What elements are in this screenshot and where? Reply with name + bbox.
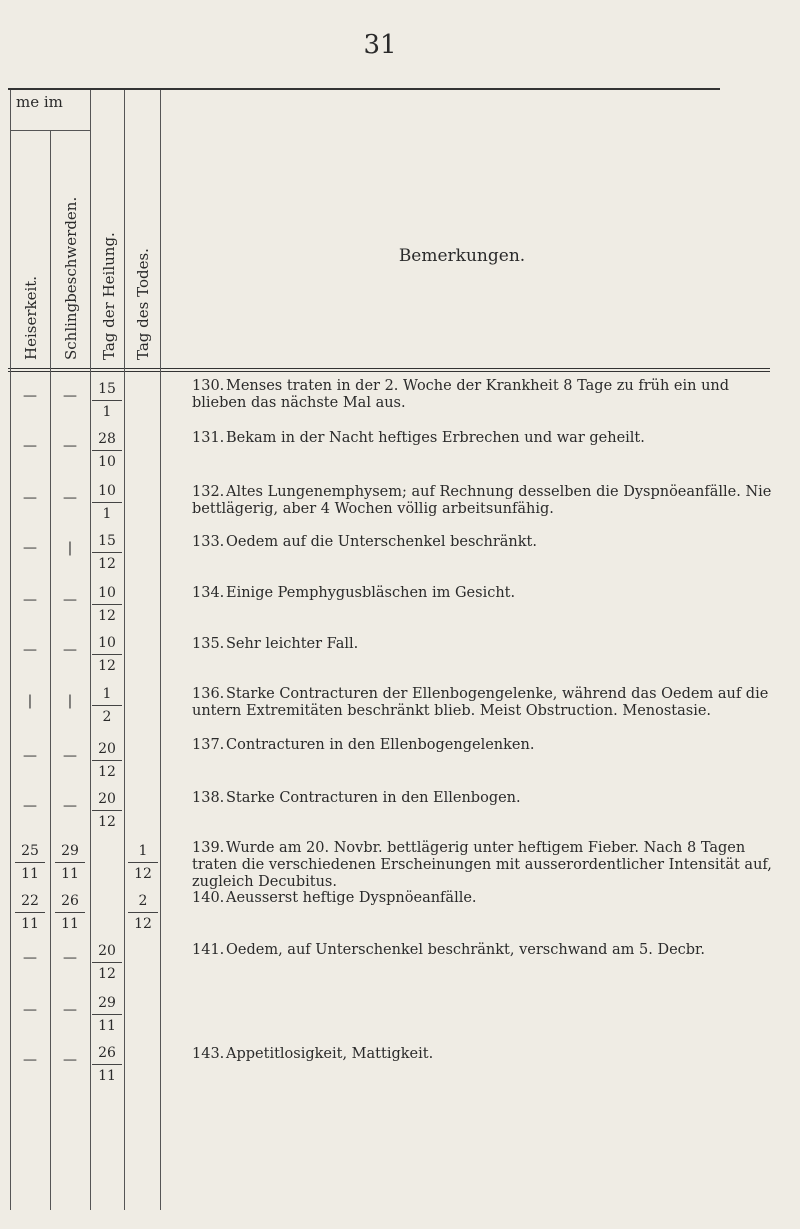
cell-heiserkeit-13: — — [23, 1052, 37, 1068]
cell-schling-6: | — [67, 693, 73, 709]
cell-heilung-11-numerator: 20 — [92, 940, 122, 963]
cell-heilung-5-numerator: 10 — [92, 632, 122, 655]
remark-7 — [192, 737, 772, 754]
cell-schling-11: — — [63, 950, 77, 966]
remark-4 — [192, 585, 772, 602]
cell-heilung-0-denominator: 1 — [102, 404, 112, 420]
cell-heilung-4-denominator: 12 — [98, 608, 116, 624]
cell-heilung-12 — [92, 992, 122, 1037]
remark-text: Aeusserst heftige Dyspnöeanfälle. — [226, 890, 477, 906]
cell-heilung-12-denominator: 11 — [98, 1018, 116, 1034]
cell-schling-10-numerator: 26 — [55, 890, 85, 913]
header-tag-todes: Tag des Todes. — [134, 248, 152, 360]
remark-number: 133. — [192, 534, 225, 550]
remark-number: 134. — [192, 585, 225, 601]
remark-text: Bekam in der Nacht heftiges Erbrechen und war geheilt. — [226, 430, 645, 446]
cell-schling-9-numerator: 29 — [55, 840, 85, 863]
cell-heilung-7-denominator: 12 — [98, 764, 116, 780]
remark-text: Wurde am 20. Novbr. bettlägerig unter heftigem Fieber. Nach 8 Tagen traten die verschiedenen Erscheinungen mit ausserordentlicher Intensität auf, zugleich Decubitus. — [192, 840, 772, 890]
cell-heilung-11 — [92, 940, 122, 985]
remark-1 — [192, 430, 772, 447]
cell-heilung-13 — [92, 1042, 122, 1087]
remark-text: Oedem auf die Unterschenkel beschränkt. — [226, 534, 537, 550]
remark-11 — [192, 942, 772, 959]
remark-8 — [192, 790, 772, 807]
cell-todes-9-denominator: 12 — [134, 866, 152, 882]
cell-heilung-0-numerator: 15 — [92, 378, 122, 401]
cell-heiserkeit-9-denominator: 11 — [21, 866, 39, 882]
cell-heilung-13-denominator: 11 — [98, 1068, 116, 1084]
cell-heiserkeit-8: — — [23, 798, 37, 814]
header-tag-heilung: Tag der Heilung. — [100, 232, 118, 360]
cell-heilung-1 — [92, 428, 122, 473]
header-double-rule — [8, 368, 770, 369]
remark-3 — [192, 534, 772, 551]
remark-6 — [192, 686, 772, 720]
col-line-2 — [90, 90, 91, 1210]
cell-schling-9 — [55, 840, 85, 885]
cell-heiserkeit-9-numerator: 25 — [15, 840, 45, 863]
cell-schling-10 — [55, 890, 85, 935]
remark-number: 130. — [192, 378, 225, 394]
remark-text: Sehr leichter Fall. — [226, 636, 359, 652]
cell-heilung-7 — [92, 738, 122, 783]
page-number: 31 — [363, 30, 397, 60]
cell-heilung-2 — [92, 480, 122, 525]
cell-heilung-6-denominator: 2 — [102, 709, 112, 725]
cell-heilung-2-denominator: 1 — [102, 506, 112, 522]
top-rule — [8, 88, 720, 90]
col-line-3 — [124, 90, 125, 1210]
remark-number: 137. — [192, 737, 225, 753]
cell-heilung-8-denominator: 12 — [98, 814, 116, 830]
cell-todes-10-numerator: 2 — [128, 890, 158, 913]
cell-heilung-0 — [92, 378, 122, 423]
cell-heilung-12-numerator: 29 — [92, 992, 122, 1015]
cell-schling-9-denominator: 11 — [61, 866, 79, 882]
cell-schling-2: — — [63, 490, 77, 506]
cell-heiserkeit-11: — — [23, 950, 37, 966]
cell-heilung-7-numerator: 20 — [92, 738, 122, 761]
remark-10 — [192, 890, 772, 907]
col-line-4 — [160, 90, 161, 1210]
cell-heilung-11-denominator: 12 — [98, 966, 116, 982]
cell-schling-0: — — [63, 388, 77, 404]
cell-heiserkeit-9 — [15, 840, 45, 885]
remark-number: 132. — [192, 484, 225, 500]
cell-heilung-4-numerator: 10 — [92, 582, 122, 605]
cell-heiserkeit-3: — — [23, 540, 37, 556]
cell-schling-4: — — [63, 592, 77, 608]
cell-heiserkeit-10-numerator: 22 — [15, 890, 45, 913]
remark-number: 143. — [192, 1046, 225, 1062]
remark-number: 138. — [192, 790, 225, 806]
cell-heiserkeit-10 — [15, 890, 45, 935]
remark-text: Appetitlosigkeit, Mattigkeit. — [226, 1046, 434, 1062]
remark-number: 139. — [192, 840, 225, 856]
remark-5 — [192, 636, 772, 653]
header-top-fragment: me im — [16, 93, 63, 111]
cell-schling-13: — — [63, 1052, 77, 1068]
remark-text: Oedem, auf Unterschenkel beschränkt, verschwand am 5. Decbr. — [226, 942, 705, 958]
cell-heiserkeit-6: | — [27, 693, 33, 709]
cell-todes-9-numerator: 1 — [128, 840, 158, 863]
cell-schling-8: — — [63, 798, 77, 814]
remark-number: 135. — [192, 636, 225, 652]
remark-2 — [192, 484, 772, 518]
remark-text: Menses traten in der 2. Woche der Krankheit 8 Tage zu früh ein und blieben das nächste Mal aus. — [192, 378, 730, 411]
remark-number: 140. — [192, 890, 225, 906]
cell-heiserkeit-0: — — [23, 388, 37, 404]
cell-heilung-5-denominator: 12 — [98, 658, 116, 674]
cell-heilung-3-denominator: 12 — [98, 556, 116, 572]
remark-text: Contracturen in den Ellenbogengelenken. — [226, 737, 535, 753]
cell-schling-12: — — [63, 1002, 77, 1018]
cell-heilung-6-numerator: 1 — [92, 683, 122, 706]
cell-heiserkeit-10-denominator: 11 — [21, 916, 39, 932]
remark-text: Einige Pemphygusbläschen im Gesicht. — [226, 585, 516, 601]
header-heiserkeit: Heiserkeit. — [22, 275, 40, 360]
cell-heiserkeit-7: — — [23, 748, 37, 764]
remark-text: Starke Contracturen in den Ellenbogen. — [226, 790, 521, 806]
remark-0 — [192, 378, 772, 412]
cell-heilung-8 — [92, 788, 122, 833]
remark-number: 141. — [192, 942, 225, 958]
cell-heiserkeit-12: — — [23, 1002, 37, 1018]
cell-heilung-4 — [92, 582, 122, 627]
header-schlingbeschwerden: Schlingbeschwerden. — [62, 196, 80, 360]
col-line-left — [10, 90, 11, 1210]
cell-schling-10-denominator: 11 — [61, 916, 79, 932]
cell-heilung-3-numerator: 15 — [92, 530, 122, 553]
cell-schling-5: — — [63, 642, 77, 658]
remark-text: Starke Contracturen der Ellenbogengelenke, während das Oedem auf die untern Extremitäten beschränkt blieb. Meist Obstruction. Menostasie. — [192, 686, 769, 719]
cell-heilung-1-numerator: 28 — [92, 428, 122, 451]
cell-schling-1: — — [63, 438, 77, 454]
remark-number: 131. — [192, 430, 225, 446]
cell-heiserkeit-2: — — [23, 490, 37, 506]
cell-heiserkeit-5: — — [23, 642, 37, 658]
cell-todes-10-denominator: 12 — [134, 916, 152, 932]
remark-number: 136. — [192, 686, 225, 702]
header-bemerkungen: Bemerkungen. — [398, 246, 526, 266]
cell-schling-3: | — [67, 540, 73, 556]
cell-heilung-5 — [92, 632, 122, 677]
cell-heilung-6 — [92, 683, 122, 728]
remark-9 — [192, 840, 772, 891]
cell-schling-7: — — [63, 748, 77, 764]
cell-heiserkeit-1: — — [23, 438, 37, 454]
header-double-rule-2 — [8, 371, 770, 372]
cell-todes-9 — [128, 840, 158, 885]
remark-text: Altes Lungenemphysem; auf Rechnung desselben die Dyspnöeanfälle. Nie bettlägerig, aber 4 Wochen völlig arbeitsunfähig. — [192, 484, 772, 517]
remark-13 — [192, 1046, 772, 1063]
cell-heiserkeit-4: — — [23, 592, 37, 608]
cell-heilung-2-numerator: 10 — [92, 480, 122, 503]
cell-heilung-8-numerator: 20 — [92, 788, 122, 811]
cell-todes-10 — [128, 890, 158, 935]
col-line-1 — [50, 130, 51, 1210]
hdr-sub-rule — [10, 130, 90, 131]
cell-heilung-1-denominator: 10 — [98, 454, 116, 470]
cell-heilung-3 — [92, 530, 122, 575]
cell-heilung-13-numerator: 26 — [92, 1042, 122, 1065]
